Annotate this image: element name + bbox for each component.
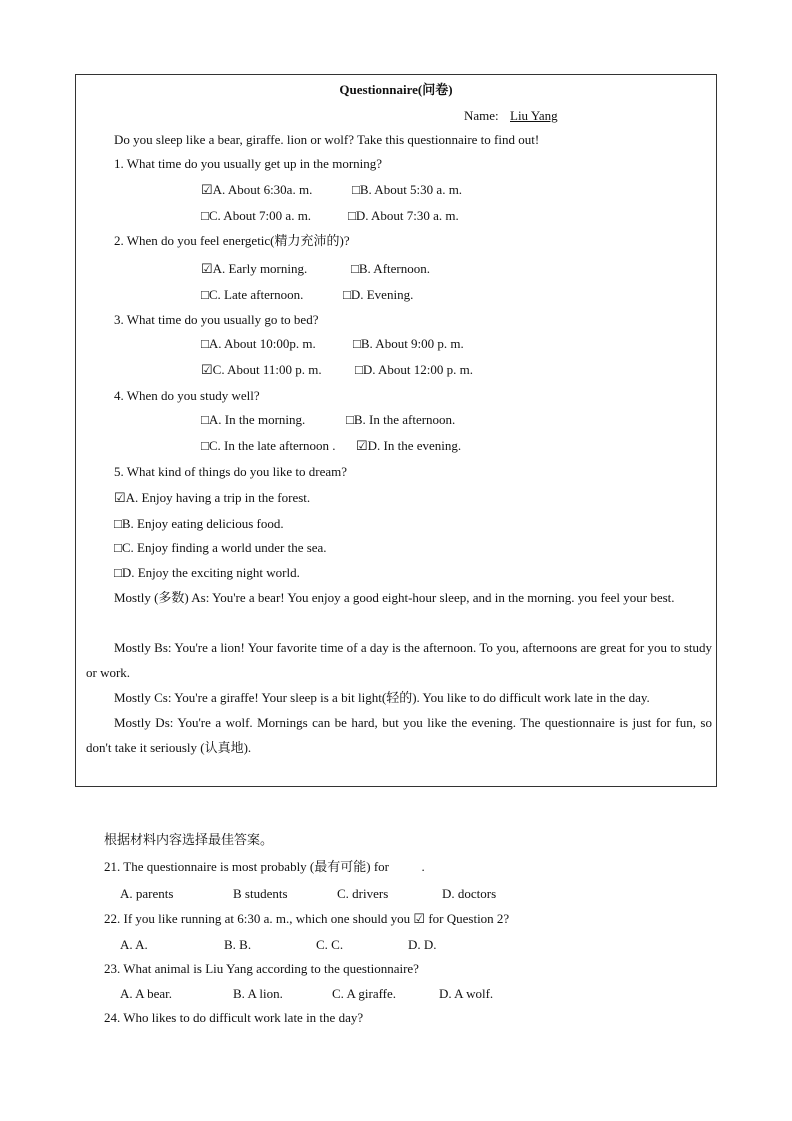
q4-option-b: □B. In the afternoon. — [346, 412, 456, 427]
q2-question: 2. When do you feel energetic(精力充沛的)? — [114, 233, 350, 248]
q22-option-b: B. B. — [224, 937, 252, 952]
q5-option-c: □C. Enjoy finding a world under the sea. — [114, 540, 327, 555]
q1-option-b: □B. About 5:30 a. m. — [352, 182, 463, 197]
q22-option-a: A. A. — [120, 937, 148, 952]
q3-option-c: ☑C. About 11:00 p. m. — [201, 362, 322, 377]
result-mostly-b: Mostly Bs: You're a lion! Your favorite time of a day is the afternoon. To you, afternoons are great for you to study or work. — [86, 640, 712, 680]
q2-option-a: ☑A. Early morning. — [201, 261, 308, 276]
q3-option-d: □D. About 12:00 p. m. — [355, 362, 473, 377]
q1-question: 1. What time do you usually get up in the morning? — [114, 156, 383, 171]
q21-option-d: D. doctors — [442, 886, 497, 901]
q22-option-d: D. D. — [408, 937, 437, 952]
q2-option-b: □B. Afternoon. — [351, 261, 430, 276]
questionnaire-title: Questionnaire(问卷) — [339, 82, 453, 97]
q23-option-b: B. A lion. — [233, 986, 283, 1001]
name-label: Name: — [464, 108, 499, 123]
q23-question: 23. What animal is Liu Yang according to the questionnaire? — [104, 961, 419, 976]
q4-question: 4. When do you study well? — [114, 388, 260, 403]
q1-option-c: □C. About 7:00 a. m. — [201, 208, 312, 223]
q2-option-d: □D. Evening. — [343, 287, 414, 302]
result-mostly-c: Mostly Cs: You're a giraffe! Your sleep is a bit light(轻的). You like to do difficult work late in the day. — [114, 690, 650, 705]
result-mostly-a: Mostly (多数) As: You're a bear! You enjoy a good eight-hour sleep, and in the morning. you feel your best. — [114, 590, 675, 605]
intro-text: Do you sleep like a bear, giraffe. lion or wolf? Take this questionnaire to find out! — [114, 132, 540, 147]
q24-question: 24. Who likes to do difficult work late in the day? — [104, 1010, 364, 1025]
exercise-instruction: 根据材料内容选择最佳答案。 — [104, 832, 274, 847]
q21-question: 21. The questionnaire is most probably (最有可能) for . — [104, 859, 425, 874]
q23-option-d: D. A wolf. — [439, 986, 494, 1001]
q23-option-c: C. A giraffe. — [332, 986, 397, 1001]
q3-option-a: □A. About 10:00p. m. — [201, 336, 316, 351]
q3-option-b: □B. About 9:00 p. m. — [353, 336, 464, 351]
q5-option-d: □D. Enjoy the exciting night world. — [114, 565, 300, 580]
q21-option-c: C. drivers — [337, 886, 389, 901]
q4-option-d: ☑D. In the evening. — [356, 438, 462, 453]
q21-option-a: A. parents — [120, 886, 174, 901]
q4-option-c: □C. In the late afternoon . — [201, 438, 336, 453]
q5-option-a: ☑A. Enjoy having a trip in the forest. — [114, 490, 311, 505]
q22-option-c: C. C. — [316, 937, 344, 952]
q2-option-c: □C. Late afternoon. — [201, 287, 304, 302]
q5-option-b: □B. Enjoy eating delicious food. — [114, 516, 284, 531]
name-value: Liu Yang — [510, 108, 558, 123]
q1-option-a: ☑A. About 6:30a. m. — [201, 182, 313, 197]
result-mostly-d: Mostly Ds: You're a wolf. Mornings can be hard, but you like the evening. The questionnaire is just for fun, so don't take it seriously (认真地). — [86, 715, 712, 755]
q3-question: 3. What time do you usually go to bed? — [114, 312, 319, 327]
q21-option-b: B students — [233, 886, 288, 901]
q1-option-d: □D. About 7:30 a. m. — [348, 208, 459, 223]
q22-question: 22. If you like running at 6:30 a. m., which one should you ☑ for Question 2? — [104, 911, 510, 926]
q23-option-a: A. A bear. — [120, 986, 172, 1001]
q5-question: 5. What kind of things do you like to dream? — [114, 464, 347, 479]
q4-option-a: □A. In the morning. — [201, 412, 306, 427]
